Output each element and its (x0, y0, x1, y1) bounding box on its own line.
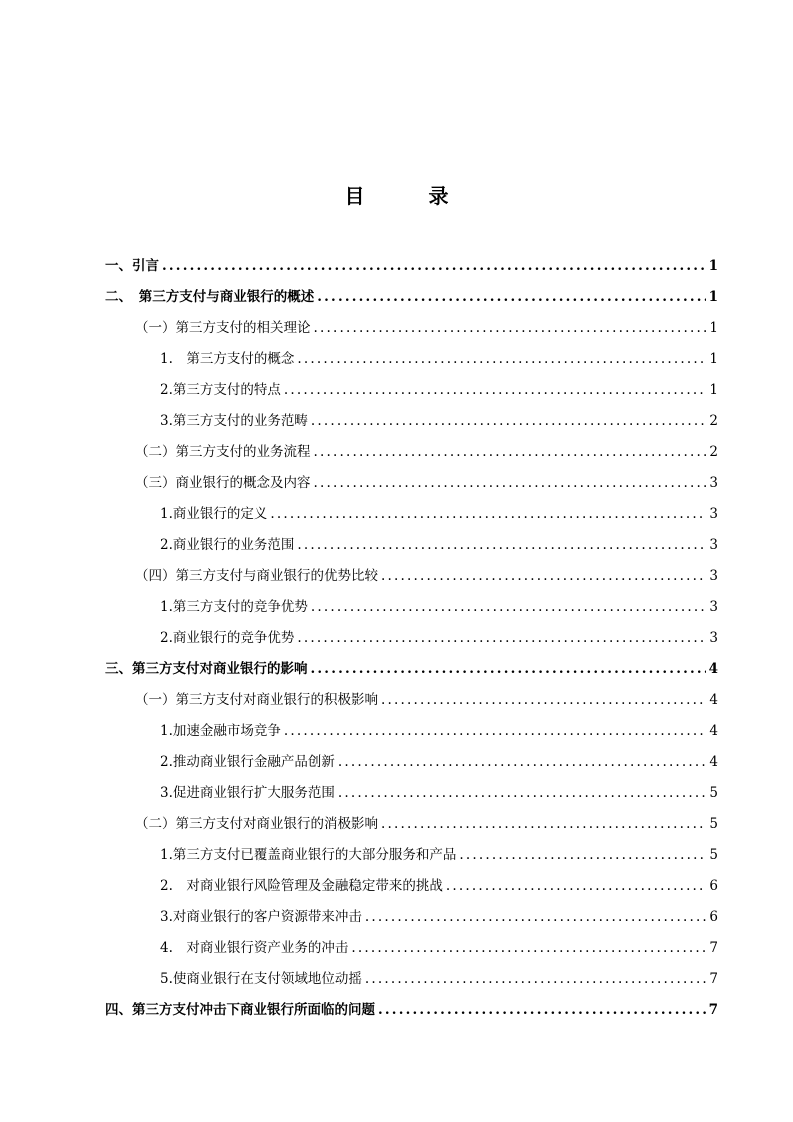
toc-leader-dots (365, 909, 707, 925)
toc-entry-label: （四）第三方支付与商业银行的优势比较 (135, 568, 378, 584)
toc-entry-page-number: 7 (709, 940, 718, 956)
toc-entry-page-number: 4 (708, 661, 718, 677)
toc-leader-dots (297, 630, 706, 646)
toc-entry-label: 5.使商业银行在支付领域地位动摇 (160, 971, 362, 987)
toc-entry[interactable] (105, 254, 718, 274)
toc-leader-dots (284, 723, 707, 739)
toc-entry-label: 1.第三方支付已覆盖商业银行的大部分服务和产品 (160, 847, 457, 863)
toc-entry[interactable] (160, 626, 718, 646)
toc-entry-page-number: 6 (709, 878, 718, 894)
toc-entry-label: 2. 对商业银行风险管理及金融稳定带来的挑战 (160, 878, 443, 894)
toc-entry-label: 一、引言 (105, 258, 159, 274)
toc-entry-label: 1.加速金融市场竞争 (160, 723, 281, 739)
toc-entry[interactable] (160, 905, 718, 925)
toc-entry-label: 3.对商业银行的客户资源带来冲击 (160, 909, 362, 925)
toc-leader-dots (311, 661, 706, 677)
toc-entry-page-number: 4 (709, 723, 718, 739)
toc-entry[interactable] (105, 657, 718, 677)
toc-entry-page-number: 1 (709, 351, 718, 367)
toc-entry-label: 三、第三方支付对商业银行的影响 (105, 661, 308, 677)
toc-entry-page-number: 3 (709, 568, 718, 584)
toc-leader-dots (314, 444, 707, 460)
toc-leader-dots (446, 878, 707, 894)
toc-entry[interactable] (135, 471, 718, 491)
toc-entry-label: 4. 对商业银行资产业务的冲击 (160, 940, 349, 956)
toc-entry-label: 1.商业银行的定义 (160, 506, 268, 522)
toc-entry-page-number: 5 (709, 847, 718, 863)
toc-entry[interactable] (160, 843, 718, 863)
toc-entry-label: （二）第三方支付对商业银行的消极影响 (135, 816, 378, 832)
toc-entry[interactable] (160, 533, 718, 553)
toc-entry-page-number: 3 (709, 630, 718, 646)
toc-entry-label: 1.第三方支付的竞争优势 (160, 599, 308, 615)
toc-entry-page-number: 7 (709, 971, 718, 987)
toc-entry-page-number: 2 (709, 444, 718, 460)
toc-entry-page-number: 4 (709, 754, 718, 770)
toc-entry[interactable] (135, 688, 718, 708)
toc-leader-dots (365, 971, 707, 987)
toc-leader-dots (162, 258, 706, 274)
toc-entry[interactable] (160, 347, 718, 367)
toc-entry-page-number: 6 (709, 909, 718, 925)
toc-entry-label: 2.推动商业银行金融产品创新 (160, 754, 335, 770)
toc-entry[interactable] (105, 998, 718, 1018)
toc-leader-dots (311, 413, 707, 429)
toc-entry[interactable] (160, 967, 718, 987)
toc-entry[interactable] (135, 440, 718, 460)
toc-entry-label: （一）第三方支付对商业银行的积极影响 (135, 692, 378, 708)
toc-leader-dots (314, 320, 707, 336)
toc-entry-page-number: 3 (709, 506, 718, 522)
toc-leader-dots (314, 475, 707, 491)
toc-entry[interactable] (135, 812, 718, 832)
toc-entry[interactable] (135, 316, 718, 336)
toc-entry-label: 二、 第三方支付与商业银行的概述 (105, 289, 315, 305)
toc-entry-page-number: 1 (708, 289, 718, 305)
toc-entry-page-number: 3 (709, 537, 718, 553)
toc-entry[interactable] (160, 409, 718, 429)
toc-leader-dots (284, 382, 707, 398)
toc-leader-dots (338, 754, 707, 770)
toc-entry-label: （二）第三方支付的业务流程 (135, 444, 311, 460)
toc-leader-dots (317, 289, 705, 305)
toc-entry[interactable] (160, 936, 718, 956)
toc-entry[interactable] (160, 595, 718, 615)
toc-entry-page-number: 1 (709, 320, 718, 336)
toc-entry-label: 2.商业银行的竞争优势 (160, 630, 295, 646)
toc-entry-label: 2.商业银行的业务范围 (160, 537, 295, 553)
toc-entry-page-number: 3 (709, 599, 718, 615)
toc-entry-page-number: 7 (708, 1002, 718, 1018)
toc-leader-dots (378, 1002, 706, 1018)
toc-entry[interactable] (160, 719, 718, 739)
toc-leader-dots (297, 351, 706, 367)
toc-entry-label: （一）第三方支付的相关理论 (135, 320, 311, 336)
toc-entry-page-number: 1 (709, 382, 718, 398)
toc-entry-label: 3.第三方支付的业务范畴 (160, 413, 308, 429)
toc-entry-page-number: 4 (709, 692, 718, 708)
toc-leader-dots (381, 568, 706, 584)
toc-entry-label: 3.促进商业银行扩大服务范围 (160, 785, 335, 801)
toc-entry[interactable] (160, 750, 718, 770)
toc-leader-dots (338, 785, 707, 801)
toc-leader-dots (270, 506, 706, 522)
toc-title: 目 录 (344, 184, 471, 208)
toc-entry-label: 2.第三方支付的特点 (160, 382, 281, 398)
toc-leader-dots (297, 537, 706, 553)
toc-leader-dots (459, 847, 706, 863)
toc-entry[interactable] (105, 285, 718, 305)
toc-leader-dots (381, 816, 706, 832)
toc-entry-label: 四、第三方支付冲击下商业银行所面临的问题 (105, 1002, 375, 1018)
toc-entry[interactable] (160, 502, 718, 522)
toc-entry-label: （三）商业银行的概念及内容 (135, 475, 311, 491)
toc-leader-dots (381, 692, 706, 708)
toc-leader-dots (311, 599, 707, 615)
toc-entry-page-number: 1 (708, 258, 718, 274)
toc-entry[interactable] (135, 564, 718, 584)
toc-entry[interactable] (160, 874, 718, 894)
toc-entry-label: 1. 第三方支付的概念 (160, 351, 295, 367)
toc-entry-page-number: 3 (709, 475, 718, 491)
toc-entry[interactable] (160, 378, 718, 398)
toc-entry-page-number: 2 (709, 413, 718, 429)
toc-leader-dots (351, 940, 706, 956)
toc-entry-page-number: 5 (709, 816, 718, 832)
toc-entry-page-number: 5 (709, 785, 718, 801)
toc-entry[interactable] (160, 781, 718, 801)
